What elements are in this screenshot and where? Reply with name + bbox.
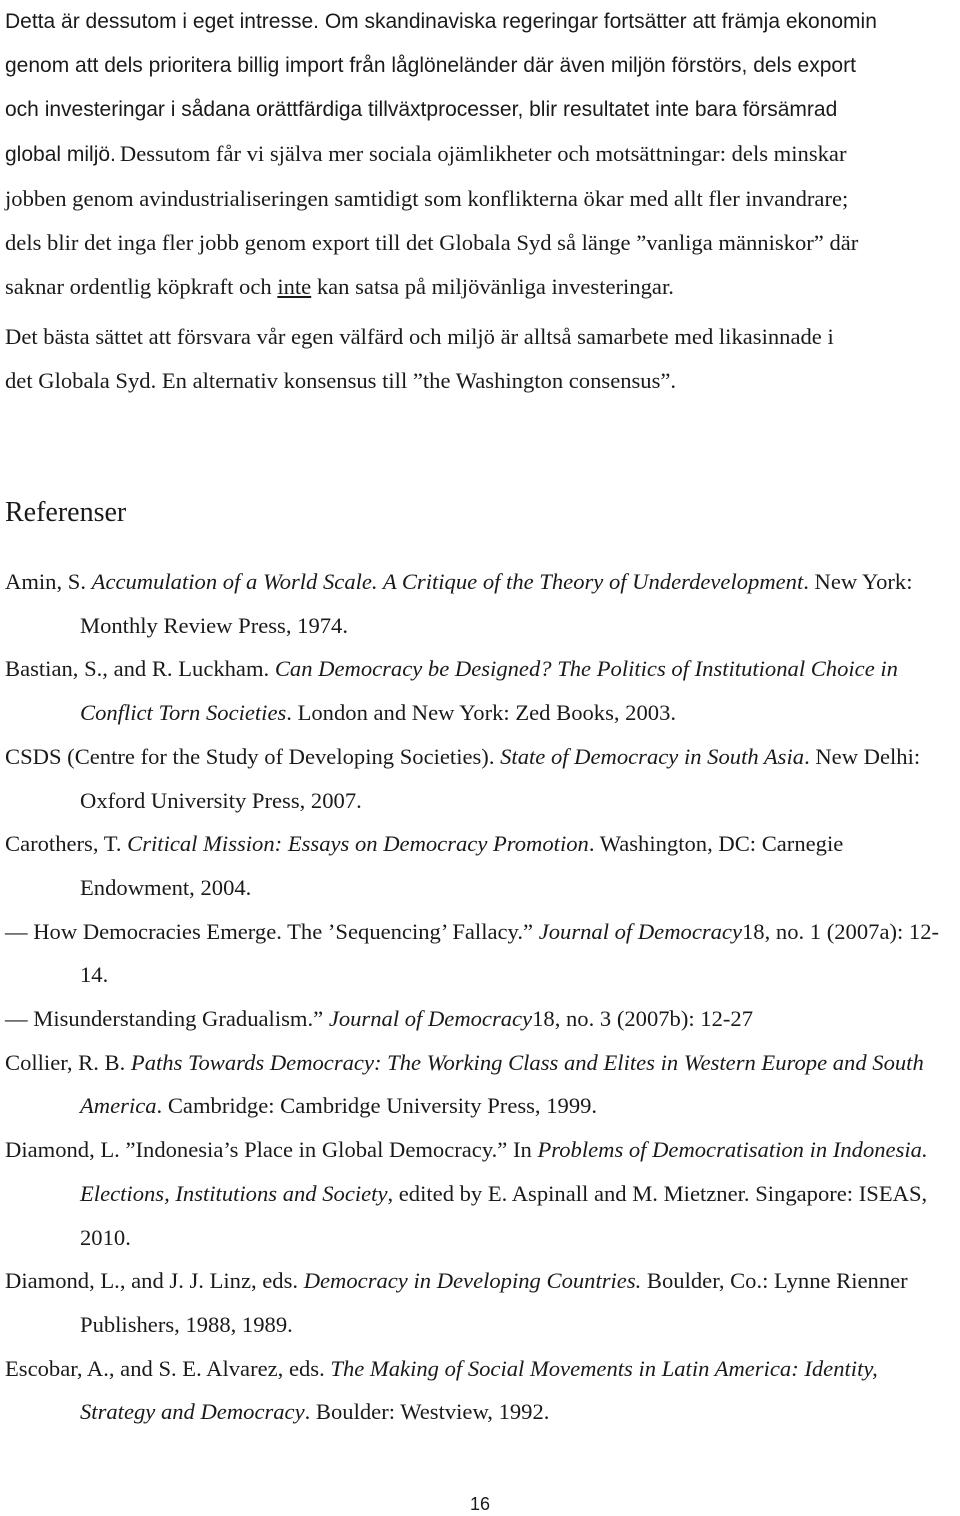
reference-entry xyxy=(5,910,955,997)
reference-entry xyxy=(5,1347,955,1434)
paragraph-1 xyxy=(5,0,955,309)
reference-author: CSDS (Centre for the Study of Developing Societies). xyxy=(5,743,495,769)
reference-details: 18, no. 1 (2007a): 12-14. xyxy=(80,918,940,988)
reference-author: — How Democracies Emerge. The ’Sequencing’ Fallacy.” xyxy=(5,918,534,944)
line-7-post: kan satsa på miljövänliga investeringar. xyxy=(316,274,674,299)
reference-author: Diamond, L. ”Indonesia’s Place in Global Democracy.” In xyxy=(5,1137,532,1163)
reference-title: Problems of Democratisation in Indonesia. Elections, Institutions and Society xyxy=(80,1137,928,1206)
paragraph-1-line-5: jobben genom avindustrialiseringen samtidigt som konflikterna ökar med allt fler invandrare; xyxy=(5,186,849,211)
paragraph-1-line-4b: Dessutom får vi själva mer sociala ojämlikheter och motsättningar: dels minskar xyxy=(119,141,847,166)
reference-entry xyxy=(5,560,955,647)
paragraph-2-line-2: det Globala Syd. En alternativ konsensus till ”the Washington consensus”. xyxy=(5,368,677,393)
reference-title: Accumulation of a World Scale. A Critique of the Theory of Underdevelopment xyxy=(91,569,804,594)
reference-details: Boulder, Co.: Lynne Rienner Publishers, 1988, 1989. xyxy=(80,1268,908,1337)
reference-details: . Washington, DC: Carnegie Endowment, 2004. xyxy=(80,831,844,900)
paragraph-2 xyxy=(5,315,955,403)
reference-title: Critical Mission: Essays on Democracy Promotion xyxy=(127,831,589,857)
reference-author: Escobar, A., and S. E. Alvarez, eds. xyxy=(5,1355,325,1381)
reference-title: Journal of Democracy xyxy=(538,918,742,944)
reference-entry xyxy=(5,735,955,822)
reference-author: Collier, R. B. xyxy=(5,1049,126,1075)
reference-author: Amin, S. xyxy=(5,569,86,594)
reference-title: Paths Towards Democracy: The Working Class and Elites in Western Europe and South America xyxy=(80,1049,924,1119)
reference-details: , edited by E. Aspinall and M. Mietzner. Singapore: ISEAS, 2010. xyxy=(80,1180,928,1250)
paragraph-1-line-4a: global miljö. xyxy=(5,143,116,166)
underlined-word: inte xyxy=(277,274,312,299)
reference-entry xyxy=(5,1128,955,1259)
reference-list xyxy=(5,560,955,1434)
reference-title: Democracy in Developing Countries. xyxy=(303,1268,642,1294)
reference-title: Journal of Democracy xyxy=(328,1006,533,1032)
reference-author: — Misunderstanding Gradualism.” xyxy=(5,1006,324,1032)
reference-entry xyxy=(5,647,955,734)
line-7-pre: saknar ordentlig köpkraft och xyxy=(5,274,272,299)
reference-entry xyxy=(5,822,955,909)
paragraph-1-line-3: och investeringar i sådana orättfärdiga tillväxtprocesser, blir resultatet inte bara försämrad xyxy=(5,98,838,121)
reference-title: State of Democracy in South Asia xyxy=(500,743,805,769)
reference-details: . London and New York: Zed Books, 2003. xyxy=(286,700,677,726)
reference-details: . Boulder: Westview, 1992. xyxy=(304,1399,550,1425)
reference-author: Carothers, T. xyxy=(5,831,122,857)
reference-entry xyxy=(5,1259,955,1346)
paragraph-1-line-1: Detta är dessutom i eget intresse. Om skandinaviska regeringar fortsätter att främja ekonomin xyxy=(5,10,877,33)
page-number: 16 xyxy=(469,1494,491,1514)
paragraph-1-line-7 xyxy=(5,274,674,299)
reference-author: Diamond, L., and J. J. Linz, eds. xyxy=(5,1268,299,1294)
reference-details: . New Delhi: Oxford University Press, 2007. xyxy=(80,743,921,813)
reference-author: Bastian, S., and R. Luckham. xyxy=(5,656,270,682)
reference-title: Can Democracy be Designed? The Politics of Institutional Choice in Conflict Torn Societies xyxy=(80,656,898,726)
reference-details: 18, no. 3 (2007b): 12-27 xyxy=(532,1006,754,1032)
reference-details: . Cambridge: Cambridge University Press, 1999. xyxy=(156,1093,598,1119)
reference-title: The Making of Social Movements in Latin America: Identity, Strategy and Democracy xyxy=(80,1355,878,1425)
reference-details: . New York: Monthly Review Press, 1974. xyxy=(80,569,913,638)
paragraph-1-line-2: genom att dels prioritera billig import från låglöneländer där även miljön förstörs, dels export xyxy=(5,54,856,77)
paragraph-1-line-6: dels blir det inga fler jobb genom export till det Globala Syd så länge ”vanliga människor” där xyxy=(5,230,859,255)
paragraph-2-line-1: Det bästa sättet att försvara vår egen välfärd och miljö är alltså samarbete med likasinnade i xyxy=(5,324,834,349)
reference-entry xyxy=(5,997,955,1041)
reference-entry xyxy=(5,1041,955,1128)
references-heading: Referenser xyxy=(5,497,127,528)
